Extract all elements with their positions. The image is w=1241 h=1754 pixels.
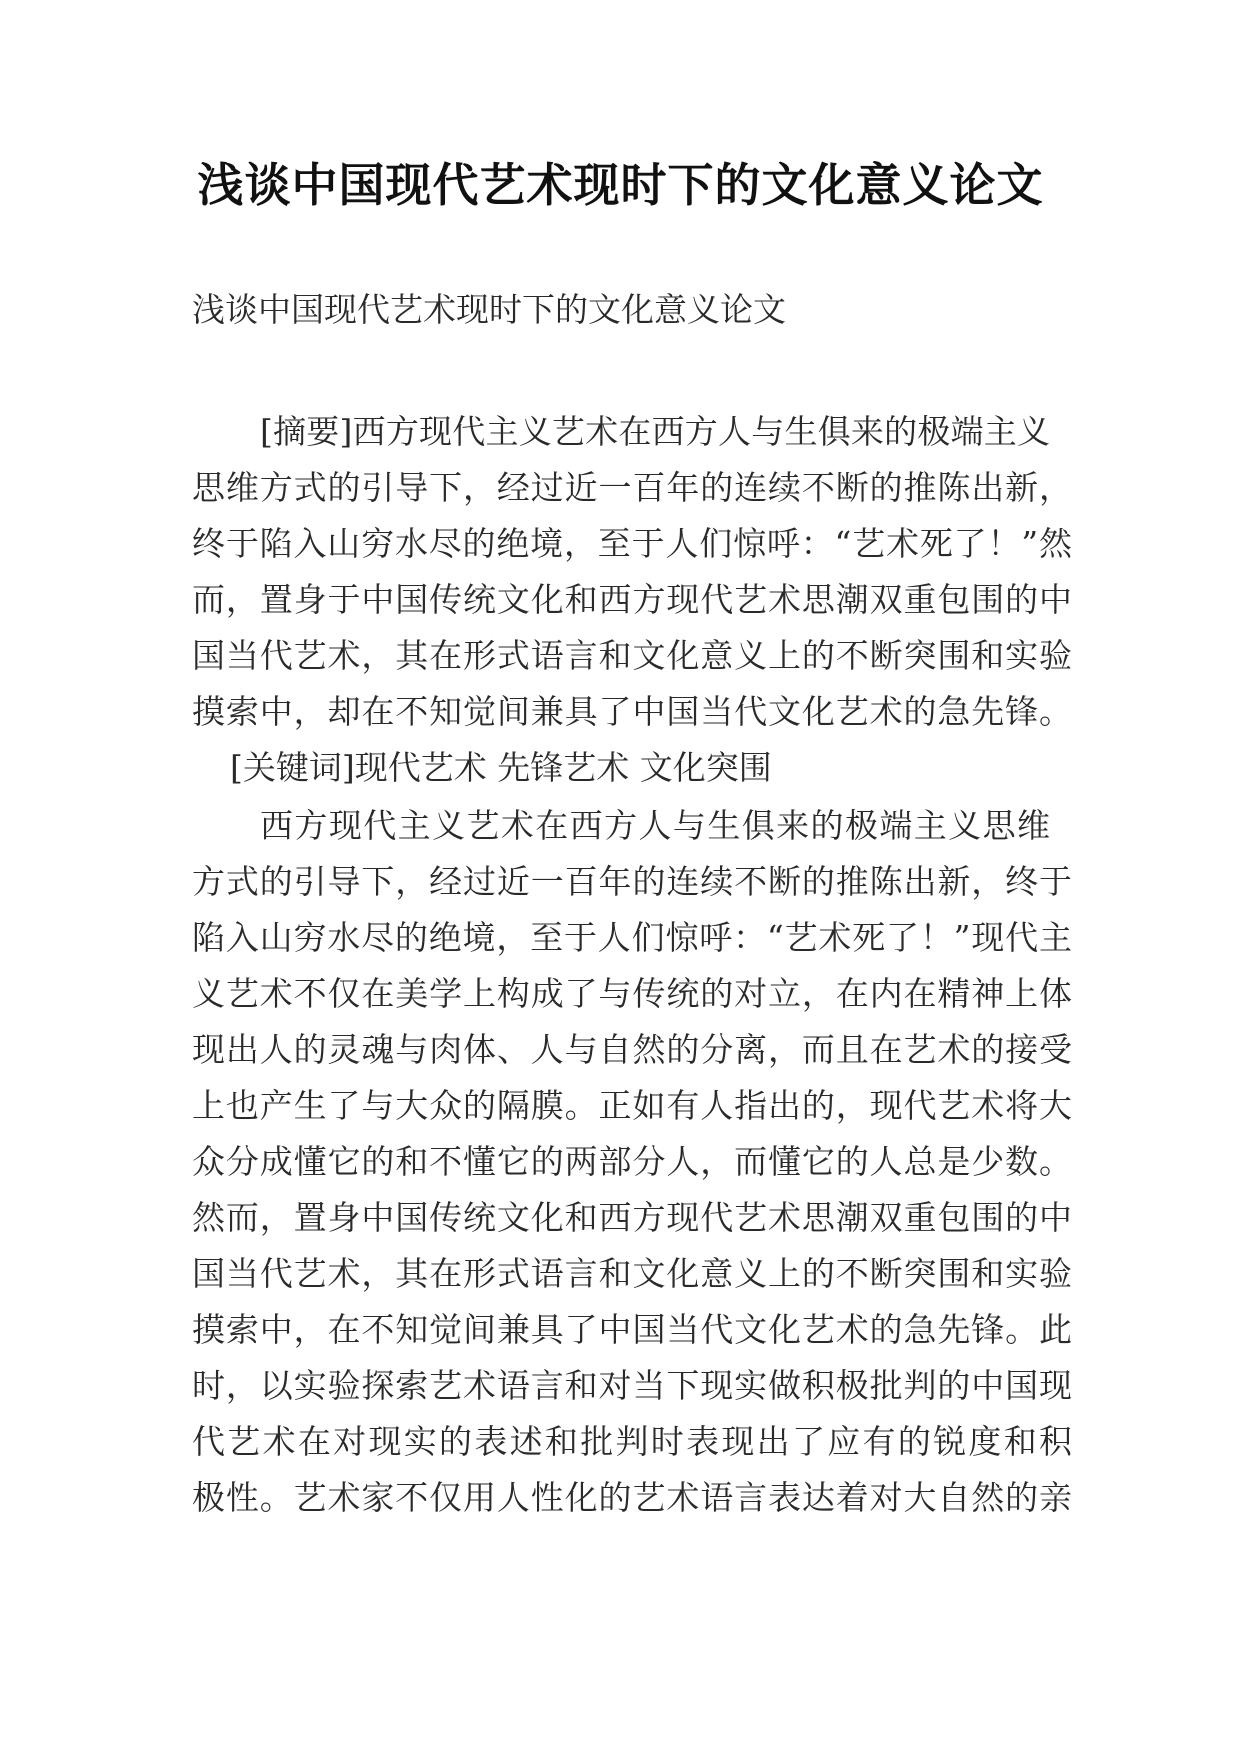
body-line: 极性。艺术家不仅用人性化的艺术语言表达着对大自然的亲 bbox=[192, 1478, 1072, 1517]
abstract-line: 国当代艺术，其在形式语言和文化意义上的不断突围和实验 bbox=[192, 636, 1072, 675]
body-line: 时，以实验探索艺术语言和对当下现实做积极批判的中国现 bbox=[192, 1366, 1072, 1405]
body-line: 众分成懂它的和不懂它的两部分人，而懂它的人总是少数。 bbox=[192, 1142, 1072, 1181]
body-line: 代艺术在对现实的表述和批判时表现出了应有的锐度和积 bbox=[192, 1422, 1072, 1461]
body-line: 摸索中，在不知觉间兼具了中国当代文化艺术的急先锋。此 bbox=[192, 1310, 1072, 1349]
body-line: 西方现代主义艺术在西方人与生俱来的极端主义思维 bbox=[260, 806, 1050, 845]
body-line: 义艺术不仅在美学上构成了与传统的对立，在内在精神上体 bbox=[192, 974, 1072, 1013]
abstract-line: 而，置身于中国传统文化和西方现代艺术思潮双重包围的中 bbox=[192, 580, 1072, 619]
keywords-line: [关键词]现代艺术 先锋艺术 文化突围 bbox=[230, 748, 772, 787]
body-line: 然而，置身中国传统文化和西方现代艺术思潮双重包围的中 bbox=[192, 1198, 1072, 1237]
document-subtitle-line: 浅谈中国现代艺术现时下的文化意义论文 bbox=[192, 290, 786, 329]
body-line: 上也产生了与大众的隔膜。正如有人指出的，现代艺术将大 bbox=[192, 1086, 1072, 1125]
abstract-line: 思维方式的引导下，经过近一百年的连续不断的推陈出新， bbox=[192, 468, 1072, 507]
abstract-line: 终于陷入山穷水尽的绝境，至于人们惊呼：“艺术死了！”然 bbox=[192, 524, 1072, 563]
abstract-line: 摸索中，却在不知觉间兼具了中国当代文化艺术的急先锋。 bbox=[192, 692, 1072, 731]
body-line: 现出人的灵魂与肉体、人与自然的分离，而且在艺术的接受 bbox=[192, 1030, 1072, 1069]
document-title: 浅谈中国现代艺术现时下的文化意义论文 bbox=[197, 158, 1044, 212]
body-line: 方式的引导下，经过近一百年的连续不断的推陈出新，终于 bbox=[192, 862, 1072, 901]
body-line: 国当代艺术，其在形式语言和文化意义上的不断突围和实验 bbox=[192, 1254, 1072, 1293]
abstract-line: [摘要]西方现代主义艺术在西方人与生俱来的极端主义 bbox=[260, 412, 1050, 451]
body-line: 陷入山穷水尽的绝境，至于人们惊呼：“艺术死了！”现代主 bbox=[192, 918, 1072, 957]
